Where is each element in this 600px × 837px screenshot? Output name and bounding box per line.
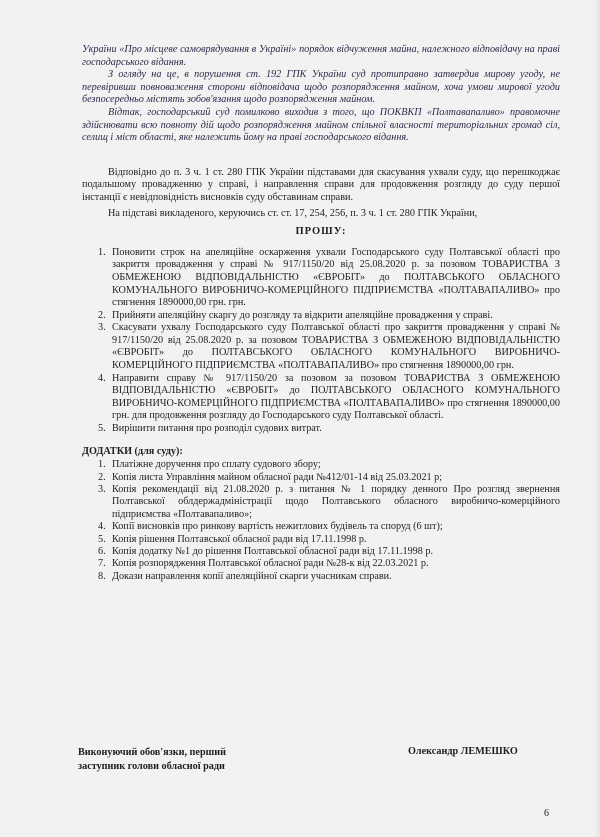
attachment-item: 4. Копії висновків про ринкову вартість нежитлових будівель та споруд (6 шт);: [98, 521, 443, 533]
request-item: 1. Поновити строк на апеляційне оскарження ухвали Господарського суду Полтавської області про закриття провадження у справі № 917/1150/20 від 25.08.2020 р. за позовом ТОВАРИСТВА З ОБМЕЖЕНОЮ ВІДПОВІДАЛЬНІСТЮ «ЄВРОБІТ» до ПОЛТАВСЬКОГО ОБЛАСНОГО КОМУНАЛЬНОГО ВИРОБНИЧО-КОМЕРЦІЙНОГО ПІДПРИЄМСТВА «ПОЛТАВАПАЛИВО» про стягнення 1890000,00 грн. грн.: [98, 246, 560, 309]
attachment-item: 8. Докази направлення копії апеляційної скарги учасникам справи.: [98, 570, 392, 582]
attachment-item: 2. Копія листа Управління майном обласної ради №412/01-14 від 25.03.2021 р;: [98, 471, 443, 483]
request-item: 4. Направити справу № 917/1150/20 за позовом за позовом ТОВАРИСТВА З ОБМЕЖЕНОЮ ВІДПОВІДАЛЬНІСТЮ «ЄВРОБІТ» до ПОЛТАВСЬКОГО ОБЛАСНОГО КОМУНАЛЬНОГО ВИРОБНИЧО-КОМЕРЦІЙНОГО ПІДПРИЄМСТВА «ПОЛТАВАПАЛИВО» про стягнення 1890000,00 грн. для продовження розгляду до Господарського суду Полтавської області.: [98, 372, 560, 422]
intro-paragraph-3: Відтак, господарський суд помилково виходив з того, що ПОКВКП «Полтавапаливо» правомочне здійснювати всю повноту дій щодо розпорядження майном спільної власності територіальних громад сіл, селищ і міст області, яке належить йому на праві господарського відання.: [82, 106, 560, 144]
attachments-heading: ДОДАТКИ (для суду):: [82, 445, 183, 457]
attachment-item: 3. Копія рекомендації від 21.08.2020 р. з питання № 1 порядку денного Про розгляд звернення Полтавської облдержадміністрації щодо Полтавського обласного виробничо-комерційного підприємства «Полтавапаливо»;: [98, 484, 560, 520]
page-number: 6: [544, 808, 549, 819]
signature-title-line-2: заступник голови обласної ради: [78, 761, 225, 772]
attachment-item: 1. Платіжне доручення про сплату судового збору;: [98, 459, 321, 471]
signature-title: [78, 746, 226, 774]
intro-paragraph-1: України «Про місцеве самоврядування в Україні» порядок відчуження майна, належного відповідачу на праві господарського відання.: [82, 44, 560, 68]
request-item: 2. Прийняти апеляційну скаргу до розгляду та відкрити апеляційне провадження у справі.: [98, 309, 493, 321]
grounds-paragraph: Відповідно до п. 3 ч. 1 ст. 280 ГПК України підставами для скасування ухвали суду, що перешкоджає подальшому провадженню у справі, і направлення справи для продовження розгляду до суду першої інстанції є невідповідність висновків суду обставинам справи.: [82, 166, 560, 203]
attachment-item: 5. Копія рішення Полтавської обласної ради від 17.11.1998 р.: [98, 533, 367, 545]
attachment-item: 7. Копія розпорядження Полтавської обласної ради №28-к від 22.03.2021 р.: [98, 558, 429, 570]
request-item: 3. Скасувати ухвалу Господарського суду Полтавської області про закриття провадження у справі № 917/1150/20 від 25.08.2020 р. за позовом ТОВАРИСТВА З ОБМЕЖЕНОЮ ВІДПОВІДАЛЬНІСТЮ «ЄВРОБІТ» до ПОЛТАВСЬКОГО ОБЛАСНОГО КОМУНАЛЬНОГО ВИРОБНИЧО-КОМЕРЦІЙНОГО ПІДПРИЄМСТВА «ПОЛТАВАПАЛИВО» про стягнення 1890000,00 грн.: [98, 322, 560, 372]
attachments-list: [82, 459, 560, 583]
request-list: [82, 247, 560, 436]
legal-basis-paragraph: На підставі викладеного, керуючись ст. ст. 17, 254, 256, п. 3 ч. 1 ст. 280 ГПК України,: [108, 207, 478, 219]
document-body: [82, 44, 560, 583]
signature-title-line-1: Виконуючий обов'язки, перший: [78, 747, 226, 758]
request-heading: ПРОШУ:: [295, 226, 347, 238]
scan-shadow: [594, 0, 600, 837]
attachment-item: 6. Копія додатку №1 до рішення Полтавської обласної ради від 17.11.1998 р.: [98, 546, 434, 558]
request-item: 5. Вирішити питання про розподіл судових витрат.: [98, 423, 322, 435]
signer-name: Олександр ЛЕМЕШКО: [408, 746, 518, 757]
intro-paragraph-2: З огляду на це, в порушення ст. 192 ГПК України суд протиправно затвердив мирову угоду, не перевіривши повноваження сторони відповідача щодо розпорядження майном, хоча умови мирової угоди безпосередньо містять зобов'язання щодо розпорядження майном.: [82, 69, 560, 106]
